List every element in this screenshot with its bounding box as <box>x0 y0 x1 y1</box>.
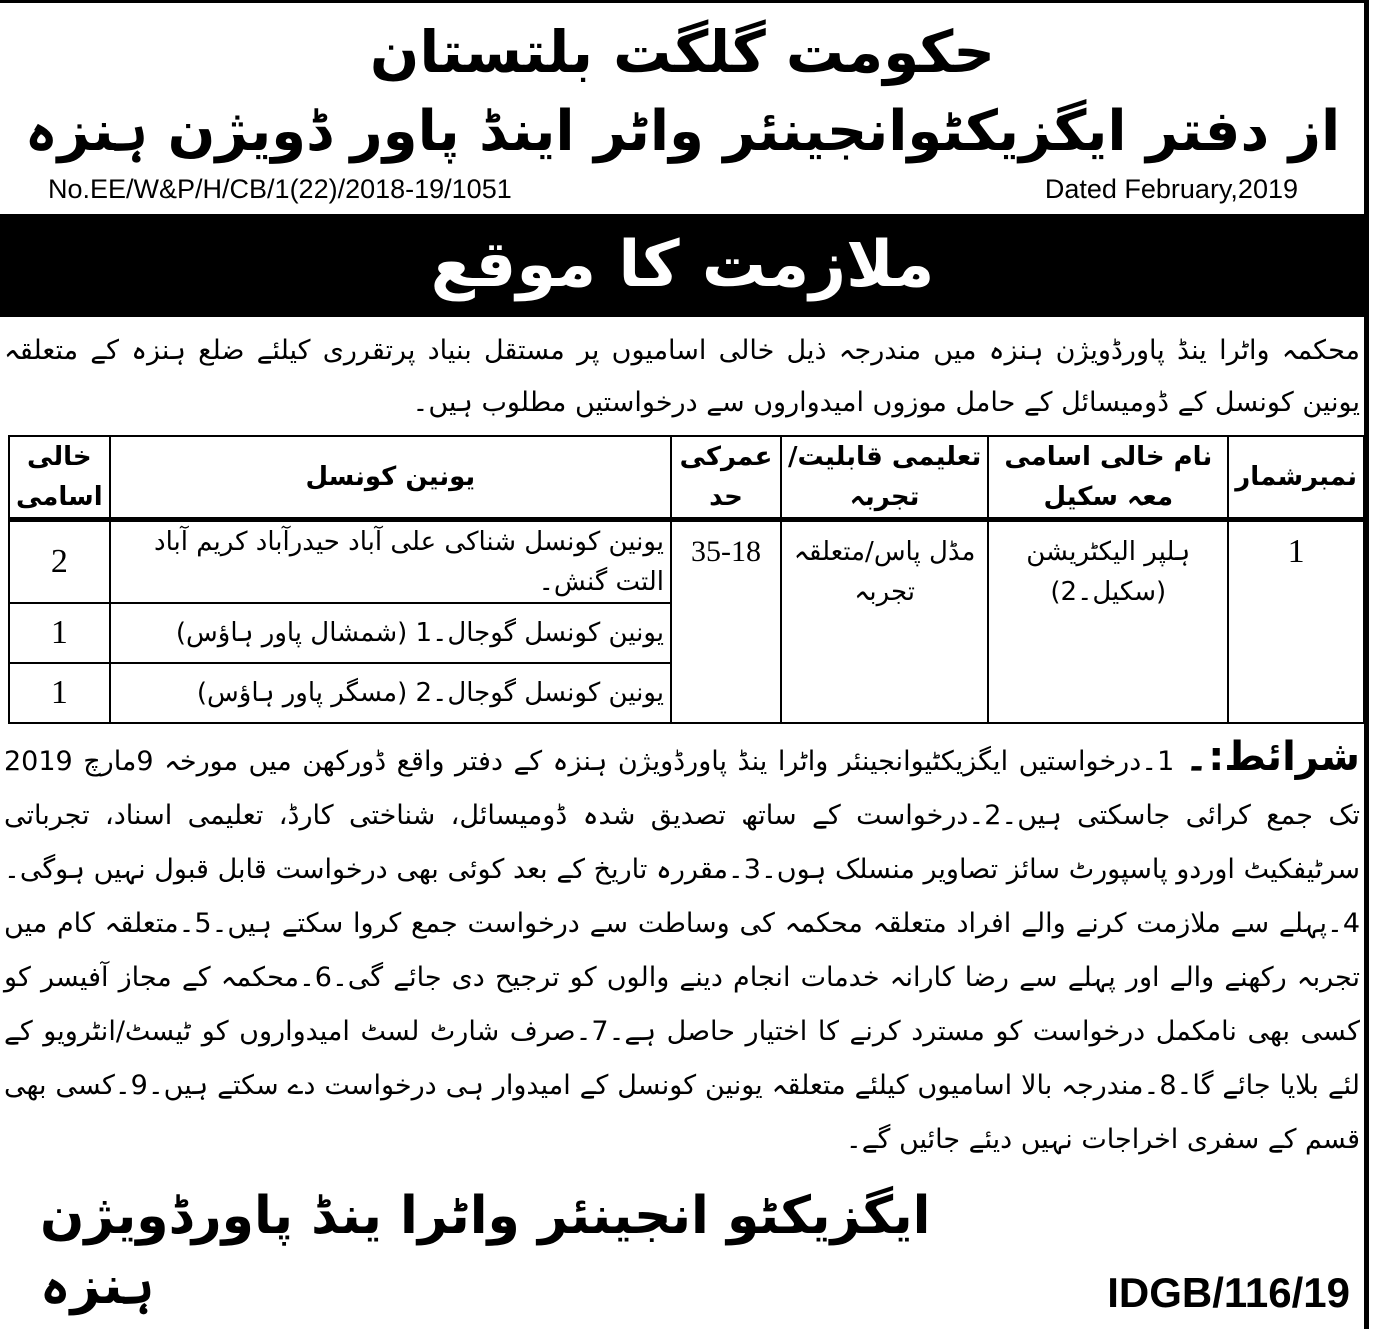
qualification-cell: مڈل پاس/متعلقہ تجربہ <box>781 520 988 724</box>
job-opportunity-banner: ملازمت کا موقع <box>0 214 1365 317</box>
post-name: ہلپر الیکٹریشن <box>1026 537 1191 567</box>
vacancies-cell: 1 <box>9 663 110 723</box>
intro-paragraph: محکمہ واٹرا ینڈ پاورڈویژن ہنزہ میں مندرجہ ذیل خالی اسامیوں پر مستقل بنیاد پرتقرری کیلئے ضلع ہنزہ کے متعلقہ یونین کونسل کے ڈومیسائل کے حامل موزوں امیدواروں سے درخواستیں مطلوب ہیں۔ <box>4 335 1360 418</box>
conditions-label: شرائط:۔ <box>1184 734 1360 780</box>
vacancies-cell: 1 <box>9 603 110 663</box>
vacancies-cell: 2 <box>9 520 110 604</box>
header-qualification: تعلیمی قابلیت/تجربہ <box>781 436 988 520</box>
post-scale: (سکیل۔2) <box>1050 577 1167 607</box>
ad-code: IDGB/116/19 <box>1107 1269 1350 1316</box>
table-row <box>9 520 1364 604</box>
footer <box>0 1181 1364 1329</box>
serial-cell: 1 <box>1228 520 1364 724</box>
header-vacancies: خالی اسامی <box>9 436 110 520</box>
conditions <box>4 730 1360 1167</box>
date: Dated February,2019 <box>1044 174 1298 204</box>
age-cell: 35-18 <box>671 520 781 724</box>
reference-number: No.EE/W&P/H/CB/1(22)/2018-19/1051 <box>48 174 512 204</box>
header-union-council: یونین کونسل <box>110 436 671 520</box>
post-cell <box>988 520 1228 724</box>
union-council-cell: یونین کونسل گوجال۔1 (شمشال پاور ہاؤس) <box>110 603 671 663</box>
union-council-cell: یونین کونسل شناکی علی آباد حیدرآباد کریم آباد التت گنش۔ <box>110 520 671 604</box>
header-age: عمرکی حد <box>671 436 781 520</box>
vacancy-table <box>8 435 1365 724</box>
reference-row <box>0 172 1364 214</box>
signatory: ایگزیکٹو انجینئر واٹرا ینڈ پاورڈویژن ہنزہ <box>40 1186 931 1316</box>
government-title: حکومت گلگت بلتستان <box>369 18 996 86</box>
conditions-text: 1۔درخواستیں ایگزیکٹیوانجینئر واٹرا ینڈ پاورڈویژن ہنزہ کے دفتر واقع ڈورکھن میں مورخہ 9مارچ 2019 تک جمع کرائی جاسکتی ہیں۔2۔درخواست کے ساتھ تصدیق شدہ ڈومیسائل، شناختی کارڈ، تعلیمی اسناد، تجرباتی سرٹیفکیٹ اوردو پاسپورٹ سائز تصاویر منسلک ہوں۔3۔مقررہ تاریخ کے بعد کوئی بھی درخواست قابل قبول نہیں ہوگی۔4۔پہلے سے ملازمت کرنے والے افراد متعلقہ محکمہ کی وساطت سے درخواست جمع کروا سکتے ہیں۔5۔متعلقہ کام میں تجربہ رکھنے والے اور پہلے سے رضا کارانہ خدمات انجام دینے والوں کو ترجیح دی جائے گی۔6۔محکمہ کے مجاز آفیسر کو کسی بھی نامکمل درخواست کو مسترد کرنے کا اختیار حاصل ہے۔7۔صرف شارٹ لسٹ امیدواروں کو ٹیسٹ/انٹرویو کے لئے بلایا جائے گا۔8۔مندرجہ بالا اسامیوں کیلئے متعلقہ یونین کونسل کے امیدوار ہی درخواست دے سکتے ہیں۔9۔کسی بھی قسم کے سفری اخراجات نہیں دیئے جائیں گے۔ <box>4 746 1361 1155</box>
office-title: از دفتر ایگزیکٹوانجینئر واٹر اینڈ پاور ڈویژن ہنزہ <box>24 99 1341 164</box>
table-header-row <box>9 436 1364 520</box>
header-post: نام خالی اسامی معہ سکیل <box>988 436 1228 520</box>
header-serial: نمبرشمار <box>1228 436 1364 520</box>
union-council-cell: یونین کونسل گوجال۔2 (مسگر پاور ہاؤس) <box>110 663 671 723</box>
